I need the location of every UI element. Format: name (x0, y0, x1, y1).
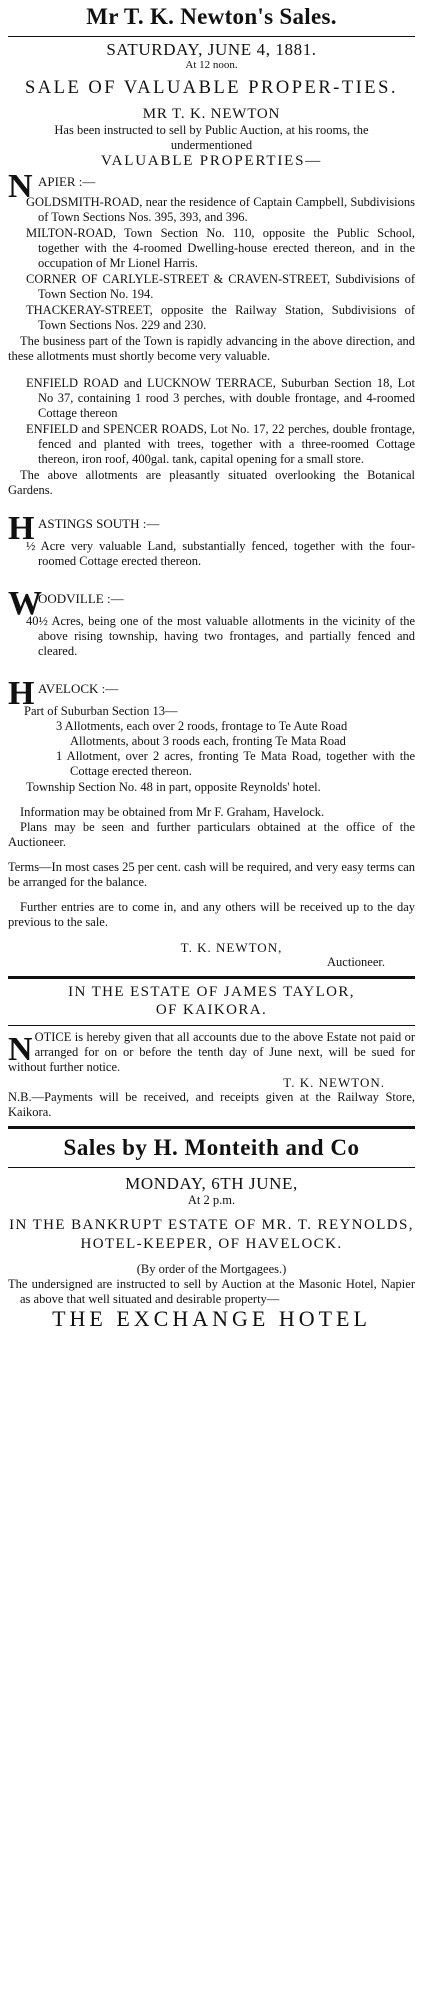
property-item: ENFIELD ROAD and LUCKNOW TERRACE, Suburban Section 18, Lot No 37, containing 1 rood 3 perches, with double frontage, and 4-roomed Cottage thereon (26, 376, 415, 420)
signature: T. K. NEWTON. (283, 1075, 385, 1090)
sales-title: Sales by H. Monteith and Co (63, 1135, 360, 1160)
havelock-lead: Part of Suburban Section 13— (24, 704, 178, 718)
sale-heading: SALE OF VALUABLE PROPER-TIES. (25, 78, 398, 98)
signature: T. K. NEWTON, (180, 940, 283, 955)
property-item: 40½ Acres, being one of the most valuable allotments in the vicinity of the above rising township, having two frontages, and partially fenced and cleared. (26, 614, 415, 658)
sale-time: At 2 p.m. (187, 1193, 236, 1207)
divider (8, 1167, 415, 1168)
property-item: GOLDSMITH-ROAD, near the residence of Captain Campbell, Subdivisions of Town Sections Nos. 395, 393, and 396. (26, 195, 415, 224)
property-item: 1 Allotment, over 2 acres, fronting Te Mata Road, together with the Cottage erected thereon. (56, 749, 415, 778)
section-title: OODVILLE :— (38, 591, 124, 606)
order-text: (By order of the Mortgagees.) (136, 1262, 287, 1276)
sale-date: MONDAY, 6TH JUNE, (125, 1174, 298, 1193)
property-item: THACKERAY-STREET, opposite the Railway Station, Subdivisions of Town Sections Nos. 229 and 230. (26, 303, 415, 332)
divider (8, 1025, 415, 1026)
property-item: Township Section No. 48 in part, opposite Reynolds' hotel. (26, 780, 321, 794)
info-text: Plans may be seen and further particulars obtained at the office of the Auctioneer. (8, 820, 415, 849)
estate-heading: IN THE ESTATE OF JAMES TAYLOR, (68, 984, 355, 1000)
note-text: The business part of the Town is rapidly advancing in the above direction, and these allotments must shortly become very valuable. (8, 334, 415, 363)
nb-text: N.B.—Payments will be received, and receipts given at the Railway Store, Kaikora. (8, 1090, 415, 1119)
auctioneer-name: MR T. K. NEWTON (142, 106, 281, 122)
section-title: AVELOCK :— (38, 681, 119, 696)
intro-text: Has been instructed to sell by Public Auction, at his rooms, the undermentioned (54, 123, 369, 152)
woodville-heading (8, 585, 415, 622)
property-item: ENFIELD and SPENCER ROADS, Lot No. 17, 22 perches, double frontage, fenced and planted with trees, together with a three-roomed Cottage thereon, iron roof, 400gal. tank, capital opening for a small store. (26, 422, 415, 466)
sales-title: Mr T. K. Newton's Sales. (86, 4, 337, 29)
properties-heading: VALUABLE PROPERTIES— (100, 153, 323, 169)
further-text: Further entries are to come in, and any others will be received up to the day previous to the sale. (8, 900, 415, 929)
body-text: The undersigned are instructed to sell by Auction at the Masonic Hotel, Napier as above that well situated and desirable property— (8, 1277, 415, 1306)
section-title: ASTINGS SOUTH :— (38, 516, 160, 531)
newspaper-column (0, 2, 421, 2004)
hastings-heading (8, 510, 415, 547)
info-text: Information may be obtained from Mr F. Graham, Havelock. (20, 805, 325, 819)
property-item: ½ Acre very valuable Land, substantially fenced, together with the four-roomed Cottage erected thereon. (26, 539, 415, 568)
napier-heading (8, 168, 415, 205)
estate-heading: IN THE BANKRUPT ESTATE OF MR. T. REYNOLDS, HOTEL-KEEPER, OF HAVELOCK. (9, 1217, 414, 1252)
property-item: CORNER OF CARLYLE-STREET & CRAVEN-STREET, Subdivisions of Town Section No. 194. (26, 272, 415, 301)
notice-text (8, 1030, 415, 1075)
sale-date: SATURDAY, JUNE 4, 1881. (106, 40, 317, 59)
note-text: The above allotments are pleasantly situated overlooking the Botanical Gardens. (8, 468, 415, 497)
sale-time: At 12 noon. (185, 59, 238, 71)
drop-cap: W (8, 585, 42, 622)
section-title: APIER :— (38, 174, 96, 189)
property-item: Allotments, about 3 roods each, fronting Te Mata Road (70, 734, 346, 748)
divider (8, 1126, 415, 1129)
terms-text: Terms—In most cases 25 per cent. cash will be required, and very easy terms can be arranged for the balance. (8, 860, 415, 889)
property-item: MILTON-ROAD, Town Section No. 110, opposite the Public School, together with the 4-roomed Dwelling-house erected thereon, and in the occupation of Mr Lionel Harris. (26, 226, 415, 270)
drop-cap: N (8, 1031, 33, 1068)
hotel-name: THE EXCHANGE HOTEL (52, 1306, 371, 1331)
drop-cap: H (8, 675, 35, 712)
drop-cap: N (8, 168, 33, 205)
property-item: 3 Allotments, each over 2 roods, frontage to Te Aute Road (56, 719, 348, 733)
notice-body: OTICE is hereby given that all accounts due to the above Estate not paid or arranged for on or before the tenth day of June next, will be sued for without further notice. (8, 1030, 415, 1074)
signature-title: Auctioneer. (327, 955, 385, 969)
divider (8, 36, 415, 37)
drop-cap: H (8, 510, 35, 547)
divider (8, 976, 415, 979)
estate-heading: OF KAIKORA. (155, 1002, 268, 1018)
